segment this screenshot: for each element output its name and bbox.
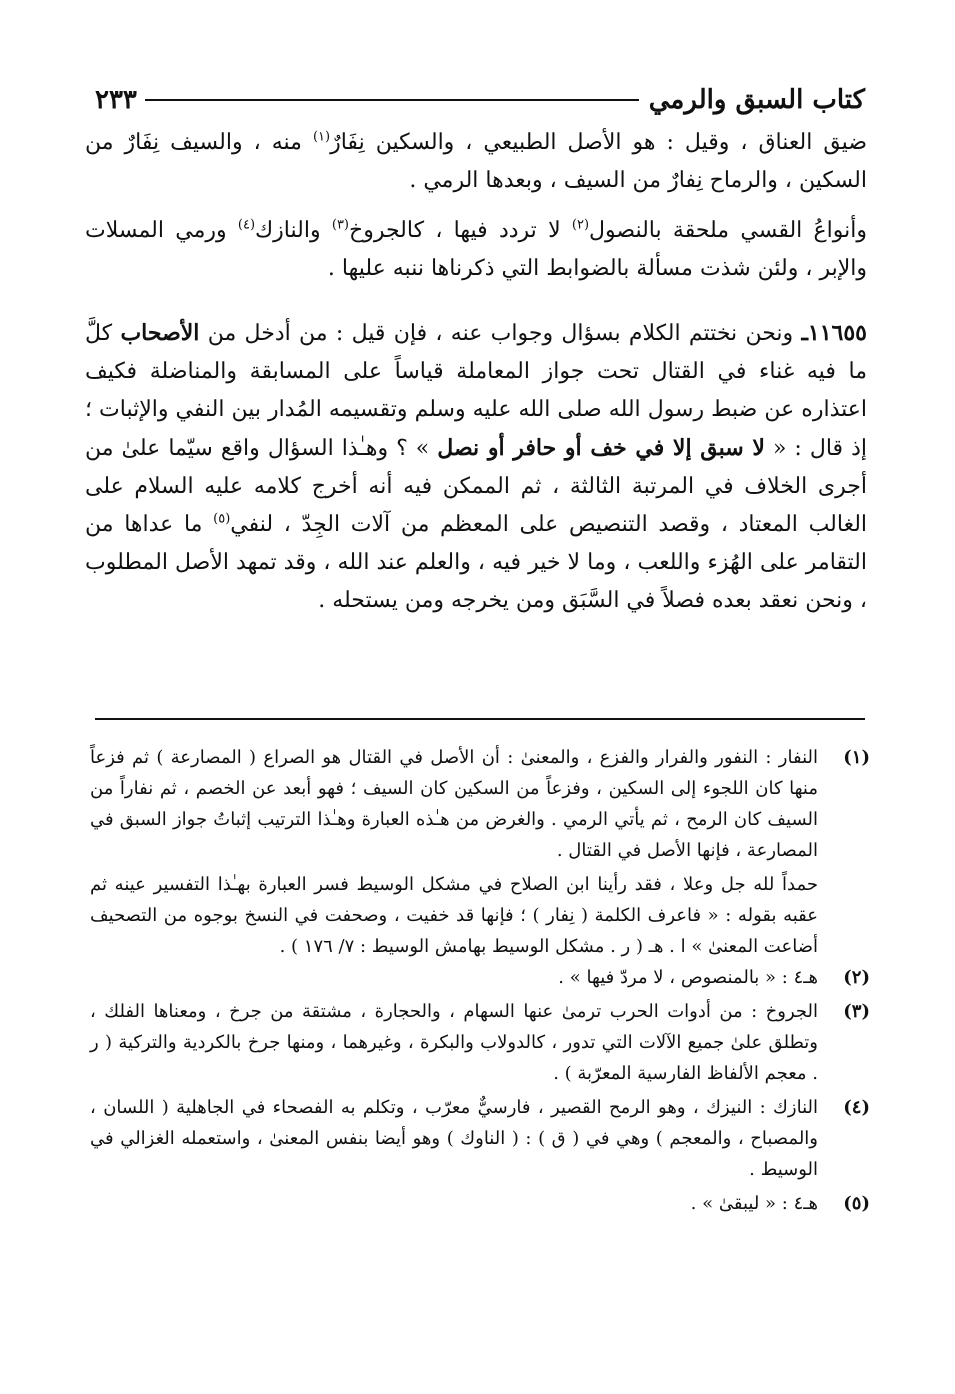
footnote — [90, 962, 870, 993]
footnote-number: (٥) — [843, 1193, 870, 1214]
footnote-number: (٣) — [843, 1001, 870, 1022]
text-run: لا تردد فيها ، كالجروخ — [349, 218, 572, 243]
footnote-ref: (١) — [312, 129, 331, 145]
footnote-number: (٤) — [843, 1097, 870, 1118]
paragraph-2 — [85, 212, 867, 288]
footnote-ref: (٤) — [237, 217, 256, 233]
footnote-number: (٢) — [843, 967, 870, 988]
header-rule — [145, 99, 639, 101]
hadith-quote: لا سبق إلا في خف أو حافر أو نصل — [437, 435, 765, 461]
footnote-text: النفار : النفور والفرار والفزع ، والمعنىٰ : أن الأصل في القتال هو الصراع ( المصارعة ) ثم فزعاً منها كان اللجوء إلى السكين ، وفزعاً من السكين كان السيف ؛ فهو أبعد عن الخصم ، ثم نفاراً من السيف كان الرمح ، ثم يأتي الرمي . والغرض من هـٰذه العبارة وهـٰذا الترتيب إثباتُ جواز السبق في المصارعة ، فإنها الأصل في القتال . — [90, 747, 818, 861]
text-run: والنازك — [255, 218, 332, 243]
footnote — [90, 1188, 870, 1219]
page-number: ٢٣٣ — [95, 85, 137, 115]
running-header — [95, 80, 865, 120]
paragraph-3 — [85, 314, 867, 620]
footnote-number: (١) — [843, 747, 870, 768]
footnote-text: النازك : النيزك ، وهو الرمح القصير ، فارسيٌّ معرّب ، وتكلم به الفصحاء في الجاهلية ( اللسان ، والمصباح ، والمعجم ) وهي في ( ق ) : ( الناوك ) وهو أيضا بنفس المعنىٰ ، واستعمله الغزالي في الوسيط . — [90, 1097, 818, 1180]
footnote-ref: (٣) — [331, 217, 349, 233]
footnote-text: هـ٤ : « ليبقىٰ » . — [690, 1193, 818, 1214]
paragraph-number: ١١٦٥٥ـ — [801, 320, 867, 346]
header-title: كتاب السبق والرمي — [648, 85, 865, 115]
text-run: كلَّ ما فيه غناء في القتال تحت جواز المعاملة قياساً على المسابقة والمناضلة فكيف اعتذاره عن ضبط رسول الله صلى الله عليه وسلم وتقسيمه المُدار بين النفي والإثبات ؛ إذ قال : « — [85, 321, 867, 461]
footnotes — [90, 742, 870, 1222]
text-run: ونحن نختتم الكلام بسؤال وجواب عنه ، فإن قيل : من أدخل من — [199, 321, 802, 346]
footnote — [90, 742, 870, 866]
text-run: » ؟ وهـٰذا السؤال واقع سيّما علىٰ من أجرى الخلاف في المرتبة الثالثة ، ثم الممكن فيه أنه أخرج كلامه عليه السلام على الغالب المعتاد ، وقصد التنصيص على المعظم من آلات الجِدّ ، لنفي — [85, 436, 868, 537]
bold-term: الأصحاب — [120, 320, 200, 346]
footnote — [90, 996, 870, 1089]
main-text — [85, 124, 867, 620]
text-run: منه ، والسيف نِفَارٌ من السكين ، والرماح نِفارٌ من السيف ، وبعدها الرمي . — [85, 130, 867, 193]
footnote-ref: (٥) — [213, 511, 231, 527]
text-run: ضيق العناق ، وقيل : هو الأصل الطبيعي ، والسكين نِفَارٌ — [330, 130, 868, 155]
text-run: ما عداها من التقامر على الهُزء واللعب ، وما لا خير فيه ، والعلم عند الله ، وقد تمهد الأصل المطلوب ، ونحن نعقد بعده فصلاً في السَّبَق ومن يخرجه ومن يستحله . — [85, 512, 867, 613]
text-run: وأنواعُ القسي ملحقة بالنصول — [589, 218, 867, 243]
footnote-text: هـ٤ : « بالمنصوص ، لا مردّ فيها » . — [558, 967, 818, 988]
footnote — [90, 1092, 870, 1185]
footnote-continuation: حمداً لله جل وعلا ، فقد رأينا ابن الصلاح في مشكل الوسيط فسر العبارة بهـٰذا التفسير عينه ثم عقبه بقوله : « فاعرف الكلمة ( نِفار ) ؛ فإنها قد خفيت ، وصحفت في النسخ بوجوه من التصحيف أضاعت المعنىٰ » ا . هـ ( ر . مشكل الوسيط بهامش الوسيط : ٧/ ١٧٦ ) . — [90, 874, 818, 957]
footnote-ref: (٢) — [571, 217, 590, 233]
footnote-text: الجروخ : من أدوات الحرب ترمىٰ عنها السهام ، والحجارة ، مشتقة من جرخ ، ومعناها الفلك ، وتطلق علىٰ جميع الآلات التي تدور ، كالدولاب والبكرة ، وغيرهما ، ومنها جرخ بالكردية والتركية ( ر . معجم الألفاظ الفارسية المعرّبة ) . — [90, 1001, 818, 1084]
paragraph-1 — [85, 124, 867, 200]
text-run: ورمي المسلات والإبر ، ولئن شذت مسألة بالضوابط التي ذكرناها ننبه عليها . — [85, 218, 867, 281]
footnote-separator — [95, 718, 865, 720]
